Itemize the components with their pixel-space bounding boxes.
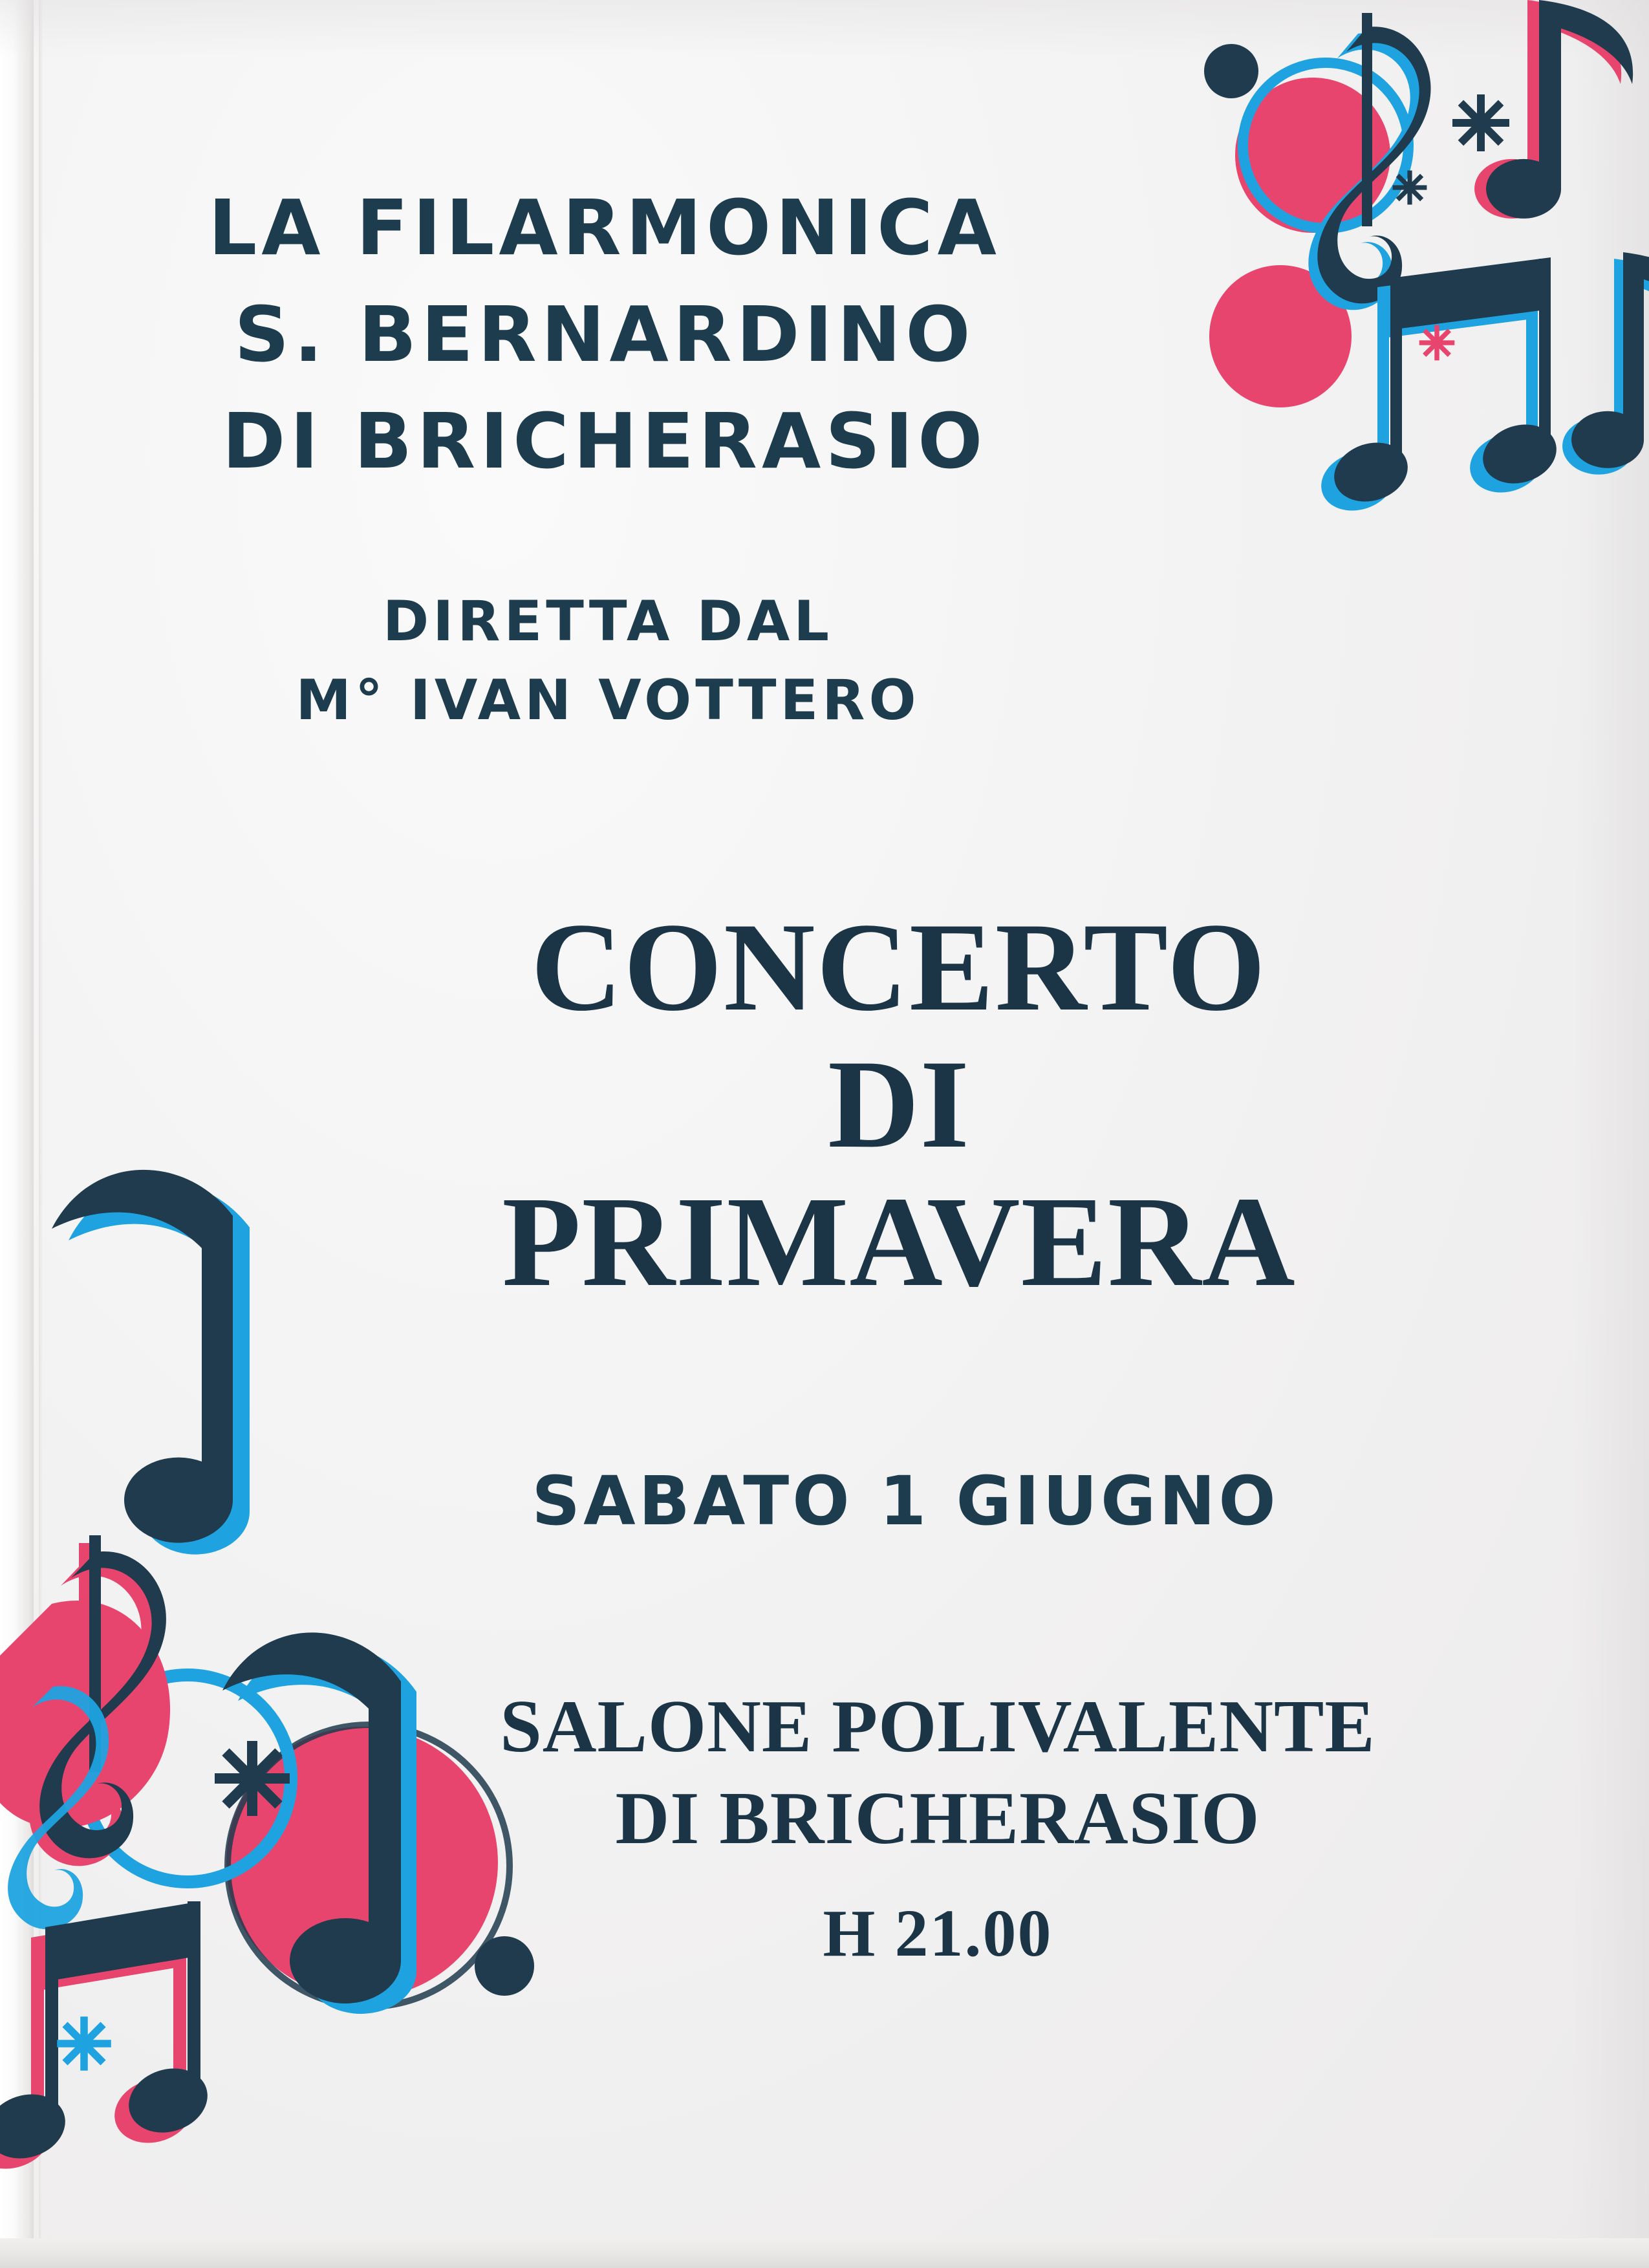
venue-line-1: SALONE POLIVALENTE [500, 1685, 1375, 1768]
band-name [0, 175, 1209, 495]
conductor-credit [0, 582, 1216, 740]
conductor-line-2: M° IVAN VOTTERO [296, 668, 920, 733]
concert-title-line-2: DI [828, 1033, 970, 1174]
concert-title [349, 899, 1449, 1312]
venue-line-2: DI BRICHERASIO [615, 1777, 1260, 1860]
concert-title-line-3: PRIMAVERA [502, 1171, 1296, 1314]
concert-title-line-1: CONCERTO [530, 897, 1267, 1037]
conductor-line-1: DIRETTA DAL [382, 589, 834, 654]
band-name-line-3: DI BRICHERASIO [222, 396, 987, 486]
event-time: H 21.00 [823, 1896, 1053, 1971]
event-venue [401, 1681, 1474, 1864]
event-date: SABATO 1 GIUGNO [532, 1462, 1279, 1540]
band-name-line-2: S. BERNARDINO [234, 290, 975, 380]
band-name-line-1: LA FILARMONICA [208, 183, 1001, 272]
